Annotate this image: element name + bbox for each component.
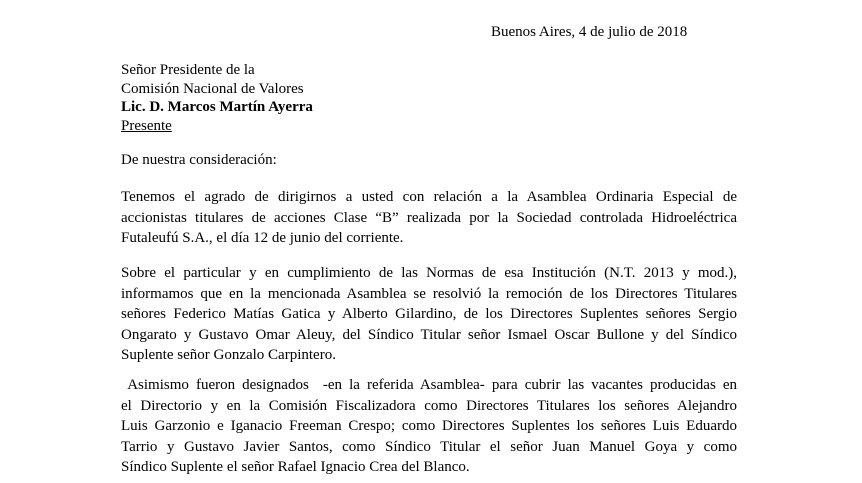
addressee-line-2: Comisión Nacional de Valores xyxy=(121,80,304,97)
addressee-line-1: Señor Presidente de la xyxy=(121,62,255,78)
addressee-name: Lic. D. Marcos Martín Ayerra xyxy=(121,99,313,115)
addressee-block xyxy=(121,61,313,135)
paragraph-line: Sobre el particular y en cumplimiento de las Normas de esa Institución (N.T. 2013 y mod.), xyxy=(121,265,737,281)
letter-date: Buenos Aires, 4 de julio de 2018 xyxy=(491,24,688,40)
paragraph-line: Tenemos el agrado de dirigirnos a usted con relación a la Asamblea Ordinaria Especial de xyxy=(121,189,737,205)
paragraph-line: señores Federico Matías Gatica y Alberto Gilardino, de los Directores Suplentes señores Sergio xyxy=(121,306,737,322)
letter-greeting: De nuestra consideración: xyxy=(121,152,277,168)
paragraph-line: Luis Garzonio e Iganacio Freeman Crespo; como Directores Suplentes los señores Luis Eduardo xyxy=(121,418,737,434)
paragraph-line: Suplente señor Gonzalo Carpintero. xyxy=(121,347,336,363)
paragraph-line: Tarrio y Gustavo Javier Santos, como Síndico Titular el señor Juan Manuel Goya y como xyxy=(121,438,737,455)
paragraph-line: accionistas titulares de acciones Clase “B” realizada por la Sociedad controlada Hidroeléctrica xyxy=(121,209,737,226)
paragraph-line: Asimismo fueron designados -en la referida Asamblea- para cubrir las vacantes producidas en xyxy=(121,377,737,393)
paragraph-line: Futaleufú S.A., el día 12 de junio del corriente. xyxy=(121,230,404,246)
paragraph-line: el Directorio y en la Comisión Fiscalizadora como Directores Titulares los señores Alejandro xyxy=(121,397,737,414)
paragraph-line: Síndico Suplente el señor Rafael Ignacio Crea del Blanco. xyxy=(121,459,470,475)
paragraph-1 xyxy=(121,187,737,249)
paragraph-2 xyxy=(121,263,737,366)
addressee-presente: Presente xyxy=(121,117,172,134)
paragraph-line: Ongarato y Gustavo Omar Aleuy, del Síndico Titular señor Ismael Oscar Bullone y del Síndico xyxy=(121,326,737,343)
paragraph-line: informamos que en la mencionada Asamblea se resolvió la remoción de los Directores Titulares xyxy=(121,285,737,302)
paragraph-3 xyxy=(121,375,737,478)
